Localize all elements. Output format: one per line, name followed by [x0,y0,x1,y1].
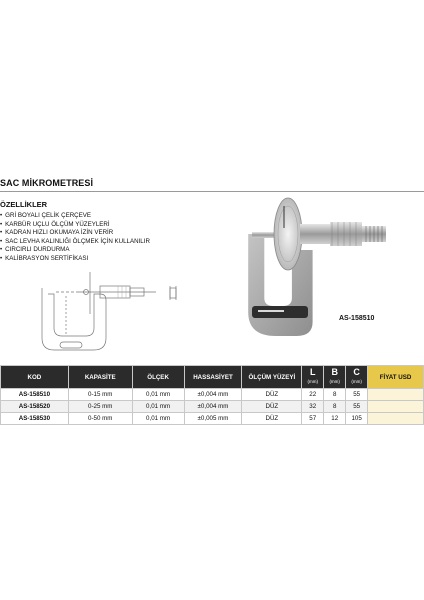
cell-b: 8 [324,401,346,413]
col-b-letter: B [331,367,338,377]
features-heading: ÖZELLİKLER [0,200,48,209]
cell-l: 57 [302,413,324,425]
table-row [1,401,424,413]
cell-olcek: 0,01 mm [132,401,184,413]
divider [0,191,424,192]
col-olcek: ÖLÇEK [132,366,184,389]
cell-hassasiyet: ±0,004 mm [184,401,242,413]
col-fiyat: FİYAT USD [368,366,424,389]
cell-kapasite: 0-25 mm [68,401,132,413]
feature-item: • CIRCIRLI DURDURMA [0,246,150,255]
col-yuzey: ÖLÇÜM YÜZEYİ [242,366,302,389]
col-kod: KOD [1,366,69,389]
col-l [302,366,324,389]
cell-olcek: 0,01 mm [132,389,184,401]
cell-kod: AS-158520 [1,401,69,413]
cell-l: 32 [302,401,324,413]
technical-drawing [36,266,196,362]
feature-item: • KARBÜR UÇLU ÖLÇÜM YÜZEYLERİ [0,221,150,230]
cell-fiyat [368,401,424,413]
cell-kapasite: 0-15 mm [68,389,132,401]
features-list [0,212,150,264]
col-c-letter: C [353,367,360,377]
cell-b: 12 [324,413,346,425]
table-row [1,389,424,401]
col-c [346,366,368,389]
cell-yuzey: DÜZ [242,389,302,401]
cell-hassasiyet: ±0,004 mm [184,389,242,401]
feature-item: • GRİ BOYALI ÇELİK ÇERÇEVE [0,212,150,221]
feature-item: • KALİBRASYON SERTİFİKASI [0,255,150,264]
cell-c: 55 [346,401,368,413]
spec-table [0,365,424,425]
cell-hassasiyet: ±0,005 mm [184,413,242,425]
page-title: SAC MİKROMETRESİ [0,178,94,188]
cell-yuzey: DÜZ [242,401,302,413]
cell-c: 55 [346,389,368,401]
table-row [1,413,424,425]
cell-yuzey: DÜZ [242,413,302,425]
col-b-unit: (mm) [329,379,340,384]
cell-kod: AS-158510 [1,389,69,401]
cell-fiyat [368,389,424,401]
col-c-unit: (mm) [351,379,362,384]
product-code-label: AS-158510 [339,315,375,322]
cell-kapasite: 0-50 mm [68,413,132,425]
product-image [226,194,416,354]
cell-olcek: 0,01 mm [132,413,184,425]
col-kapasite: KAPASİTE [68,366,132,389]
col-hassasiyet: HASSASİYET [184,366,242,389]
col-b [324,366,346,389]
table-header-row [1,366,424,389]
feature-item: • KADRAN HIZLI OKUMAYA İZİN VERİR [0,229,150,238]
cell-b: 8 [324,389,346,401]
cell-kod: AS-158530 [1,413,69,425]
col-l-unit: (mm) [307,379,318,384]
cell-c: 105 [346,413,368,425]
feature-item: • SAC LEVHA KALINLIĞI ÖLÇMEK İÇİN KULLANILIR [0,238,150,247]
cell-fiyat [368,413,424,425]
col-l-letter: L [309,367,316,377]
cell-l: 22 [302,389,324,401]
